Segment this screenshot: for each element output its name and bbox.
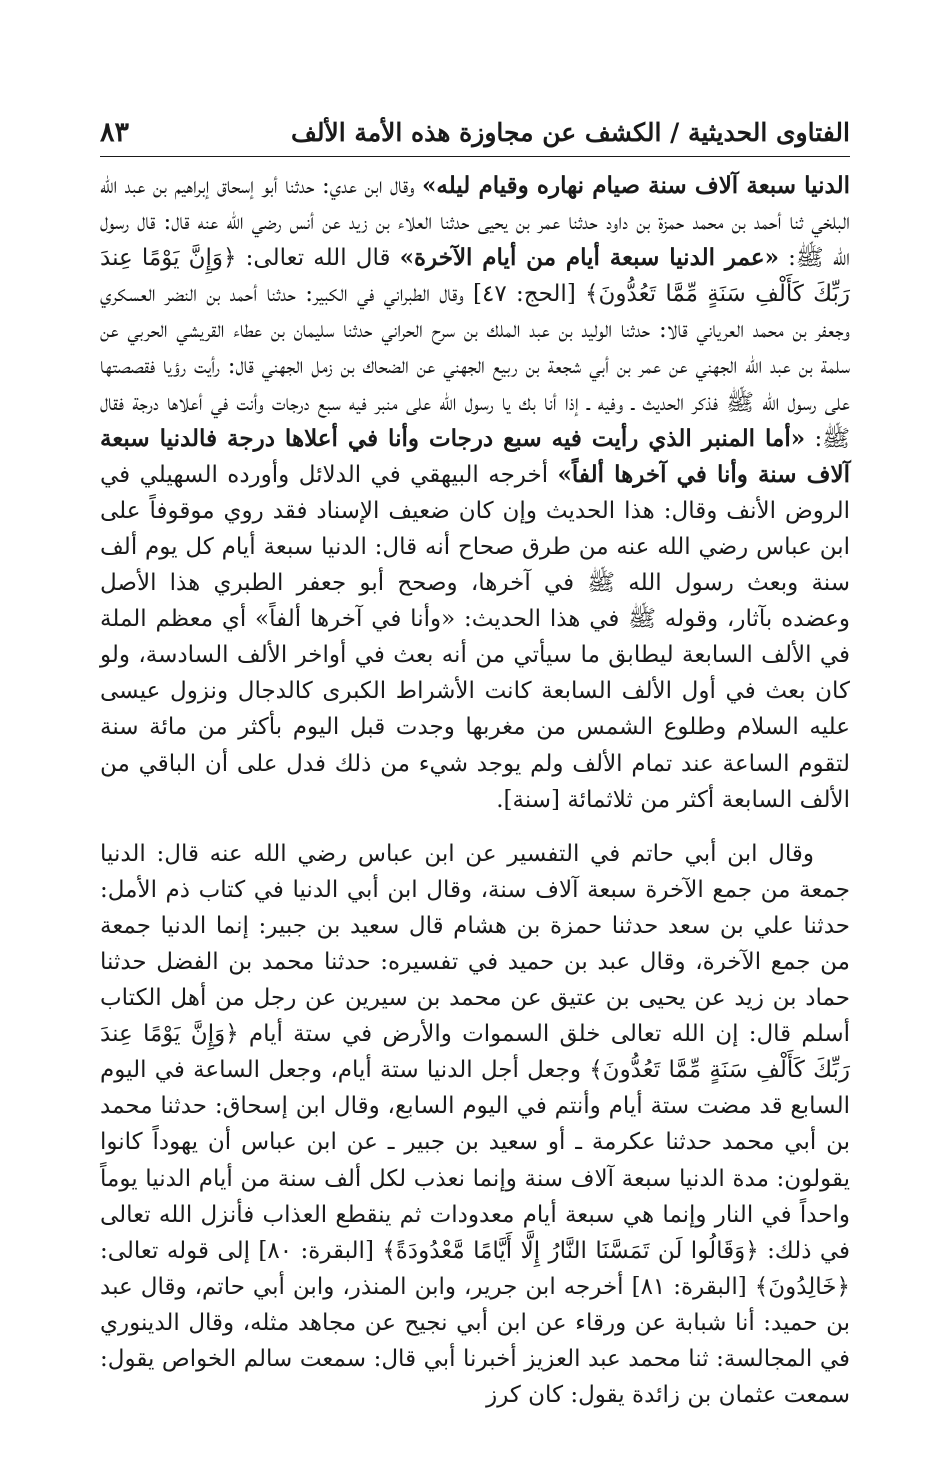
paragraph [100, 836, 850, 1414]
paragraph [100, 168, 850, 818]
page-number: ٨٣ [100, 116, 130, 148]
text-segment: قال الله تعالى: ﴿وَإِنَّ يَوْمًا عِندَ رَبِّكَ كَأَلْفِ سَنَةٍ مِّمَّا تَعُدُّونَ﴾ [الحج: ٤٧] وقال الطبراني في الكبير: حدثنا أحمد بن النضر العسكري وجعفر بن محمد العرياني قالا: حدثنا الوليد بن عبد الملك بن سرح الحراني حدثنا سليمان بن عطاء القريشي الحربي عن سلمة بن عبد الله الجهني عن عمر بن أبي شجعة بن ربيع الجهني عن الضحاك بن زمل الجهني قال: رأيت رؤيا فقصصتها على رسول الله ﷺ فذكر الحديث ـ وفيه ـ إذا أنا بك يا رسول الله على منبر فيه سبع درجات وأنت في أعلاها درجة فقال ﷺ: [100, 245, 850, 452]
hadith-quote: «عمر الدنيا سبعة أيام من أيام الآخرة» [399, 244, 779, 272]
text-segment: وقال ابن أبي حاتم في التفسير عن ابن عباس رضي الله عنه قال: الدنيا جمعة من جمع الآخرة سبعة آلاف سنة، وقال ابن أبي الدنيا في كتاب ذم الأمل: حدثنا علي بن سعد حدثنا حمزة بن هشام قال سعيد بن جبير: إنما الدنيا جمعة من جمع الآخرة، وقال عبد بن حميد في تفسيره: حدثنا محمد بن الفضل حدثنا حماد بن زيد عن يحيى بن عتيق عن محمد بن سيرين عن رجل من أهل الكتاب أسلم قال: إن الله تعالى خلق السموات والأرض في ستة أيام ﴿وَإِنَّ يَوْمًا عِندَ رَبِّكَ كَأَلْفِ سَنَةٍ مِّمَّا تَعُدُّونَ﴾ وجعل أجل الدنيا ستة أيام، وجعل الساعة في اليوم السابع قد مضت ستة أيام وأنتم في اليوم السابع، وقال ابن إسحاق: حدثنا محمد بن أبي محمد حدثنا عكرمة ـ أو سعيد بن جبير ـ عن ابن عباس أن يهوداً كانوا يقولون: مدة الدنيا سبعة آلاف سنة وإنما نعذب لكل ألف سنة من أيام الدنيا يوماً واحداً في النار وإنما هي سبعة أيام معدودات ثم ينقطع العذاب فأنزل الله تعالى في ذلك: ﴿وَقَالُوا لَن تَمَسَّنَا النَّارُ إِلَّا أَيَّامًا مَّعْدُودَةً﴾ [البقرة: ٨٠] إلى قوله تعالى: ﴿خَالِدُونَ﴾ [البقرة: ٨١] أخرجه ابن جرير، وابن المنذر، وابن أبي حاتم، وقال عبد بن حميد: أنا شبابة عن ورقاء عن ابن أبي نجيح عن مجاهد مثله، وقال الدينوري في المجالسة: ثنا محمد عبد العزيز أخبرنا أبي قال: سمعت سالم الخواص يقول: سمعت عثمان بن زائدة يقول: كان كرز [100, 840, 851, 1409]
text-segment: وقال ابن عدي: حدثنا أبو إسحاق إبراهيم بن عبد الله البلخي ثنا أحمد بن محمد حمزة بن داود حدثنا عمر بن يحيى حدثنا العلاء بن زيد عن أنس رضي الله عنه قال: قال رسول الله ﷺ: [100, 173, 850, 272]
running-title: الفتاوى الحديثية / الكشف عن مجاوزة هذه الأمة الألف [290, 117, 850, 147]
body-text [100, 168, 850, 1413]
page-header [100, 108, 850, 157]
text-segment: أخرجه البيهقي في الدلائل وأورده السهيلي في الروض الأنف وقال: هذا الحديث وإن كان ضعيف الإسناد فقد روي موقوفاً على ابن عباس رضي الله عنه من طرق صحاح أنه قال: الدنيا سبعة أيام كل يوم ألف سنة وبعث رسول الله ﷺ في آخرها، وصحح أبو جعفر الطبري هذا الأصل وعضده بآثار، وقوله ﷺ في هذا الحديث: «وأنا في آخرها ألفاً» أي معظم الملة في الألف السابعة ليطابق ما سيأتي من أنه بعث في أواخر الألف السادسة، ولو كان بعث في أول الألف السابعة كانت الأشراط الكبرى كالدجال ونزول عيسى عليه السلام وطلوع الشمس من مغربها وجدت قبل اليوم بأكثر من مائة سنة لتقوم الساعة عند تمام الألف ولم يوجد شيء من ذلك فدل على أن الباقي من الألف السابعة أكثر من ثلاثمائة [سنة]. [100, 461, 850, 813]
hadith-quote: «أما المنبر الذي رأيت فيه سبع درجات وأنا في أعلاها درجة فالدنيا سبعة آلاف سنة وأنا في آخرها ألفاً» [100, 424, 850, 488]
hadith-quote: الدنيا سبعة آلاف سنة صيام نهاره وقيام ليله» [422, 172, 850, 199]
